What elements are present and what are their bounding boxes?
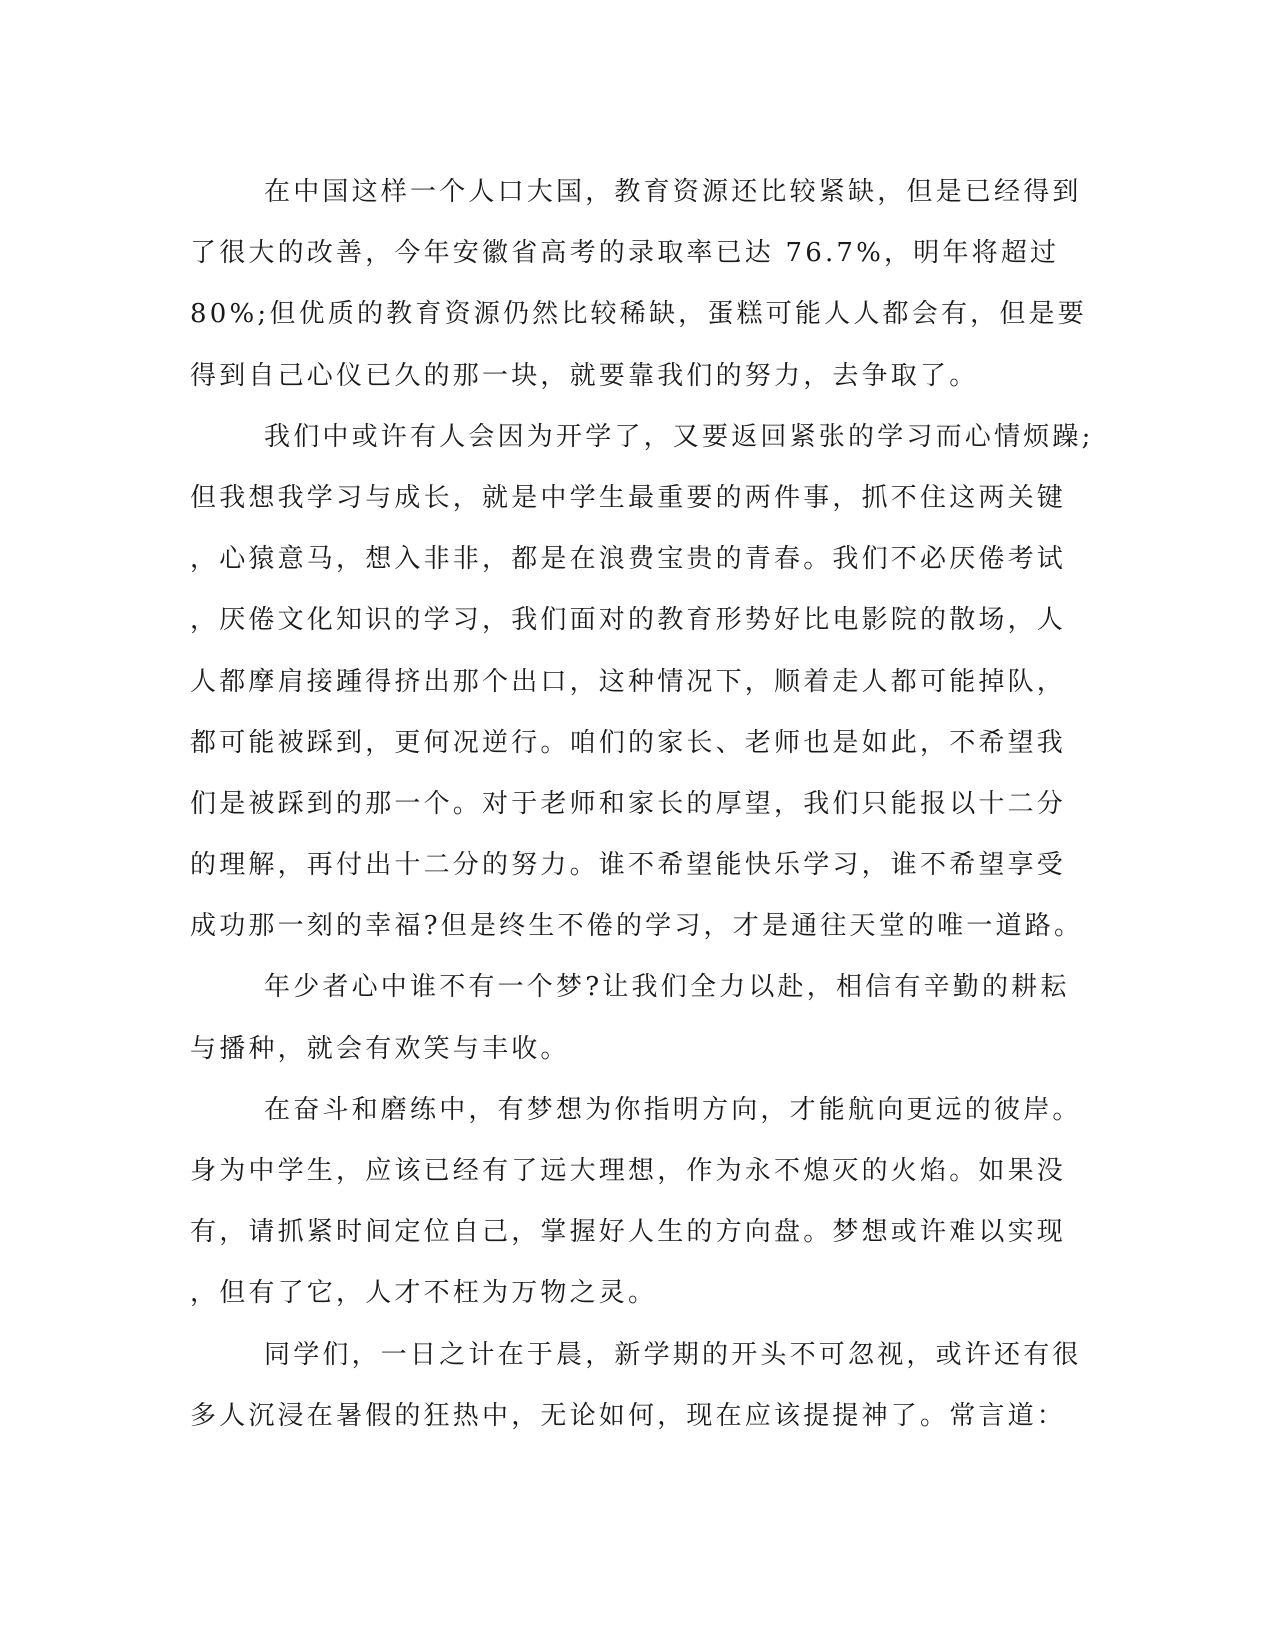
text-line: 成功那一刻的幸福?但是终生不倦的学习，才是通往天堂的唯一道路。 [190, 911, 1084, 942]
text-line: 但我想我学习与成长，就是中学生最重要的两件事，抓不住这两关键 [190, 482, 1067, 513]
text-line: ，但有了它，人才不枉为万物之灵。 [190, 1278, 658, 1309]
text-line: 身为中学生，应该已经有了远大理想，作为永不熄灭的火焰。如果没 [190, 1156, 1067, 1186]
body-text [190, 162, 1094, 1447]
text-line: 同学们，一日之计在于晨，新学期的开头不可忽视，或许还有很 [264, 1339, 1082, 1370]
text-line: 都可能被踩到，更何况逆行。咱们的家长、老师也是如此，不希望我 [190, 727, 1067, 758]
text-line: 了很大的改善，今年安徽省高考的录取率已达 76.7%，明年将超过 [190, 238, 1060, 269]
text-line: 在中国这样一个人口大国，教育资源还比较紧缺，但是已经得到 [264, 177, 1082, 207]
text-line: 的理解，再付出十二分的努力。谁不希望能快乐学习，谁不希望享受 [190, 850, 1067, 881]
text-line: 人都摩肩接踵得挤出那个出口，这种情况下，顺着走人都可能掉队， [190, 666, 1067, 697]
text-line: 80%;但优质的教育资源仍然比较稀缺，蛋糕可能人人都会有，但是要 [190, 299, 1087, 330]
text-line: 有，请抓紧时间定位自己，掌握好人生的方向盘。梦想或许难以实现 [190, 1217, 1067, 1248]
text-line: 们是被踩到的那一个。对于老师和家长的厚望，我们只能报以十二分 [190, 788, 1067, 819]
text-line: 与播种，就会有欢笑与丰收。 [190, 1033, 570, 1064]
text-line: 在奋斗和磨练中，有梦想为你指明方向，才能航向更远的彼岸。 [264, 1094, 1082, 1125]
text-line: 我们中或许有人会因为开学了，又要返回紧张的学习而心情烦躁; [264, 421, 1094, 452]
text-line: 年少者心中谁不有一个梦?让我们全力以赴，相信有辛勤的耕耘 [264, 972, 1070, 1003]
text-line: ，心猿意马，想入非非，都是在浪费宝贵的青春。我们不必厌倦考试 [190, 544, 1067, 575]
text-line: ，厌倦文化知识的学习，我们面对的教育形势好比电影院的散场，人 [190, 605, 1067, 636]
text-line: 得到自己心仪已久的那一块，就要靠我们的努力，去争取了。 [190, 360, 979, 391]
text-line: 多人沉浸在暑假的狂热中，无论如何，现在应该提提神了。常言道： [190, 1400, 1067, 1431]
